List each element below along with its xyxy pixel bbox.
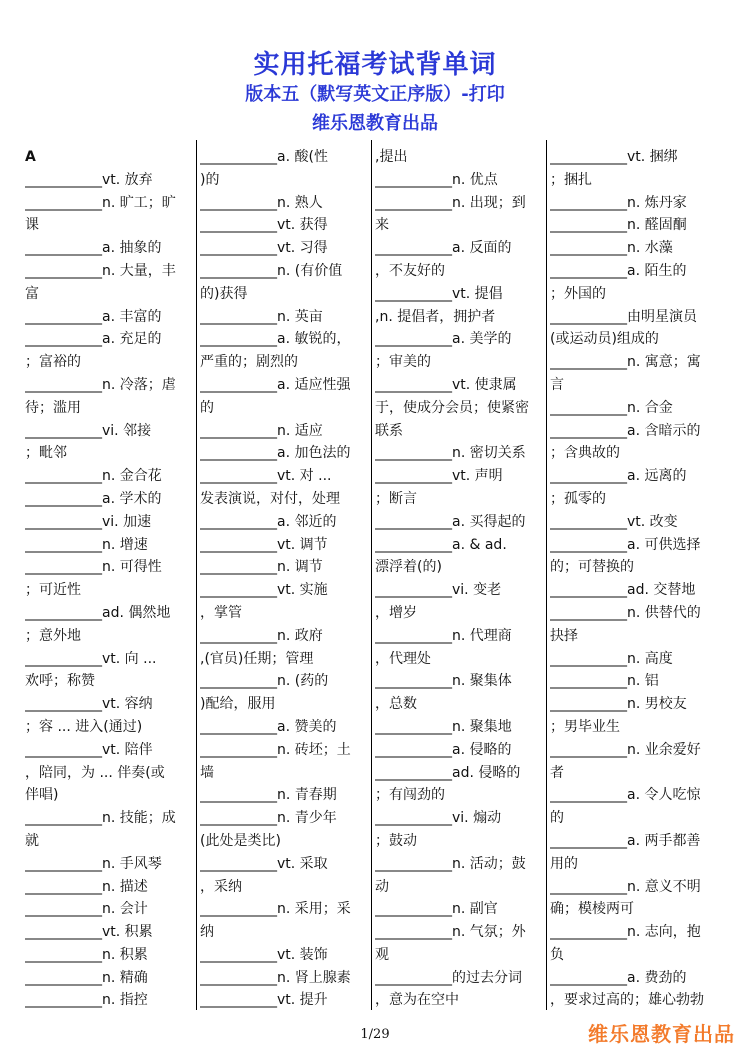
vocab-line: ___________n. 青少年 — [200, 810, 337, 827]
vocab-line: ___________n. 英亩 — [200, 308, 323, 325]
vocab-line: ；意外地 — [25, 627, 81, 644]
vocab-line: ___________n. 代理商 — [375, 627, 512, 644]
vocab-line: 的)获得 — [200, 285, 248, 302]
vocab-line: (此处是类比) — [200, 832, 281, 849]
vocab-line: ；外国的 — [550, 285, 606, 302]
vocab-line: )的 — [200, 171, 220, 188]
vocab-line: 富 — [25, 285, 39, 302]
vocab-line: ___________n. 适应 — [200, 422, 323, 439]
vocab-line: ；有闯劲的 — [375, 787, 445, 804]
vocab-line: ___________n. 水藻 — [550, 240, 673, 257]
vocab-line: ___________n. 旷工；旷 — [25, 194, 176, 211]
vocab-line: ___________vt. 积累 — [25, 924, 153, 941]
vocab-line: ，陪同，为 ... 伴奏(或 — [25, 764, 165, 781]
vocab-line: ___________n. 指控 — [25, 992, 148, 1009]
vocab-line: ___________n. 副官 — [375, 901, 498, 918]
vocab-line: ___________a. 可供选择 — [550, 536, 701, 553]
vocab-line: ___________n. 活动；鼓 — [375, 855, 526, 872]
vocab-line: ；审美的 — [375, 354, 431, 371]
vocab-line: ___________n. 醛固酮 — [550, 217, 687, 234]
vocab-line: ___________a. 赞美的 — [200, 718, 337, 735]
vocab-line: ___________vt. 向 ... — [25, 650, 157, 667]
vocab-line: ___________a. 美学的 — [375, 331, 512, 348]
vocab-line: ___________n. 青春期 — [200, 787, 337, 804]
vocab-line: ___________a. 买得起的 — [375, 513, 526, 530]
vocab-line: 漂浮着(的) — [375, 559, 442, 576]
vocab-line: ,提出 — [375, 149, 408, 165]
vocab-line: 伴唱) — [25, 787, 59, 804]
vocab-line: ；孤零的 — [550, 490, 606, 507]
vocab-line: 抉择 — [550, 627, 578, 644]
vocab-line: ___________n. 密切关系 — [375, 445, 526, 462]
publisher-line: 维乐恩教育出品 — [312, 113, 438, 134]
vocab-line: ___________n. 技能；成 — [25, 810, 176, 827]
vocab-line: ___________n. 寓意；寓 — [550, 354, 701, 371]
vocab-line: ；含典故的 — [550, 445, 620, 462]
vocab-line: ___________n. 合金 — [550, 399, 673, 416]
vocab-line: ___________的过去分词 — [375, 969, 522, 986]
vocab-line: 欢呼；称赞 — [25, 673, 95, 690]
vocab-line: ，增岁 — [375, 604, 417, 621]
vocab-line: ___________a. 敏锐的， — [200, 331, 351, 348]
vocab-line: ___________n. 炼丹家 — [550, 194, 687, 211]
vocab-line: 纳 — [200, 924, 214, 941]
vocab-line: 观 — [375, 946, 389, 963]
vocab-line: ___________vi. 变老 — [375, 582, 502, 599]
vocab-line: ___________vt. 装饰 — [200, 946, 328, 963]
vocab-line: ___________n. 意义不明 — [550, 878, 701, 895]
vocab-line: ___________vt. 提倡 — [375, 285, 503, 302]
vocab-line: ___________vt. 获得 — [200, 217, 328, 234]
vocab-line: ___________n. 砖坯；土 — [200, 741, 351, 758]
vocab-line: ，总数 — [375, 696, 417, 713]
vocab-line: ___________n. 业余爱好 — [550, 741, 701, 758]
vocab-line: ___________n. 采用；采 — [200, 901, 351, 918]
vocab-line: 待；滥用 — [25, 399, 81, 416]
vocab-line: ___________n. 金合花 — [25, 468, 162, 485]
vocab-line: 联系 — [375, 422, 403, 439]
vocab-line: ___________vt. 改变 — [550, 513, 678, 530]
vocab-line: ___________n. 聚集体 — [375, 673, 512, 690]
vocab-line: ；富裕的 — [25, 354, 81, 371]
vocab-line: 就 — [25, 832, 39, 849]
vocab-line: ___________n. 熟人 — [200, 194, 323, 211]
vocab-line: ；断言 — [375, 490, 417, 507]
vocab-line: ；捆扎 — [550, 171, 592, 188]
vocab-line: ___________a. 陌生的 — [550, 262, 687, 279]
page-subtitle: 版本五（默写英文正序版）-打印 — [245, 84, 505, 105]
vocab-line: ___________vt. 容纳 — [25, 696, 153, 713]
vocab-line: ；容 ... 进入(通过) — [25, 718, 143, 735]
vocab-line: 的 — [200, 399, 214, 416]
vocab-line: 发表演说，对付，处理 — [200, 490, 340, 507]
page-number: 1/29 — [360, 1027, 390, 1042]
vocab-line: ___________a. 远离的 — [550, 468, 687, 485]
vocab-line: ___________n. 肾上腺素 — [200, 969, 351, 986]
vocab-line: ___________n. 会计 — [25, 901, 148, 918]
vocab-line: ___________a. 加色法的 — [200, 445, 351, 462]
vocab-line: ___________n. (药的 — [200, 673, 329, 690]
vocab-line: ___________n. 描述 — [25, 878, 148, 895]
vocab-line: ___________n. (有价值 — [200, 262, 343, 279]
vocab-line: ___________vt. 习得 — [200, 240, 328, 257]
vocab-line: ___________ad. 侵略的 — [375, 764, 521, 781]
watermark-logo: 维乐恩教育出品 — [588, 1022, 735, 1046]
vocab-line: ___________a. 含暗示的 — [550, 422, 701, 439]
vocab-line: ___________n. 增速 — [25, 536, 148, 553]
vocab-line: ___________n. 气氛；外 — [375, 924, 526, 941]
vocab-line: ，代理处 — [375, 650, 431, 667]
vocab-line: ___________n. 供替代的 — [550, 604, 701, 621]
vocab-line: ___________n. 可得性 — [25, 559, 162, 576]
vocab-line: 的；可替换的 — [550, 559, 634, 576]
vocab-line: ___________n. 志向，抱 — [550, 924, 701, 941]
word-column-4 — [550, 146, 722, 1012]
vocab-line: ___________a. 学术的 — [25, 490, 162, 507]
vocab-line: ___________ad. 偶然地 — [25, 604, 171, 621]
vocab-line: 课 — [25, 217, 39, 234]
vocab-line: ___________vi. 加速 — [25, 513, 152, 530]
vocab-line: 者 — [550, 764, 564, 781]
vocab-line: ___________n. 精确 — [25, 969, 148, 986]
vocab-line: ___________n. 调节 — [200, 559, 323, 576]
vocab-line: ___________vt. 捆绑 — [550, 149, 678, 165]
vocab-line: ，要求过高的；雄心勃勃 — [550, 992, 704, 1009]
vocab-line: ___________a. 反面的 — [375, 240, 512, 257]
vocab-line: ；可近性 — [25, 582, 81, 599]
word-column-3 — [375, 146, 547, 1012]
vocab-line: ___________由明星演员 — [550, 308, 697, 325]
vocab-line: ___________a. 充足的 — [25, 331, 162, 348]
vocab-line: 来 — [375, 217, 389, 234]
vocab-line: ___________vt. 调节 — [200, 536, 328, 553]
vocab-line: ，不友好的 — [375, 262, 445, 279]
vocab-line: ___________vt. 陪伴 — [25, 741, 153, 758]
vocab-line: ___________n. 积累 — [25, 946, 148, 963]
vocab-line: ___________a. 令人吃惊 — [550, 787, 701, 804]
vocab-line: ___________n. 手风琴 — [25, 855, 162, 872]
vocab-line: (或运动员)组成的 — [550, 331, 659, 348]
vocab-line: )配给，服用 — [200, 696, 276, 713]
vocab-line: ___________vt. 对 ... — [200, 468, 332, 485]
vocab-line: ___________n. 高度 — [550, 650, 673, 667]
vocab-line: ___________vi. 邻接 — [25, 422, 152, 439]
vocab-line: ___________n. 政府 — [200, 627, 323, 644]
vocab-line: ___________a. 费劲的 — [550, 969, 687, 986]
vocab-line: 的 — [550, 810, 564, 827]
vocab-line: 用的 — [550, 855, 578, 872]
vocab-line: ,n. 提倡者，拥护者 — [375, 308, 496, 325]
vocab-line: 严重的；剧烈的 — [200, 354, 298, 371]
vocab-line: ，意为在空中 — [375, 992, 459, 1009]
vocab-line: 确；模棱两可 — [550, 901, 634, 918]
vocab-line: ___________ad. 交替地 — [550, 582, 696, 599]
page-title: 实用托福考试背单词 — [253, 50, 497, 80]
vocab-line: ；鼓动 — [375, 832, 417, 849]
vocab-line: ___________vt. 声明 — [375, 468, 503, 485]
vocab-line: 言 — [550, 376, 564, 393]
vocab-line: ___________a. 两手都善 — [550, 832, 701, 849]
word-column-1 — [25, 146, 197, 1012]
vocab-line: ；毗邻 — [25, 445, 67, 462]
vocab-line: A — [25, 149, 36, 165]
vocab-line: ___________vt. 采取 — [200, 855, 328, 872]
vocab-line: ___________vt. 实施 — [200, 582, 328, 599]
vocab-line: ___________n. 大量，丰 — [25, 262, 176, 279]
vocab-line: ___________vt. 放弃 — [25, 171, 153, 188]
vocab-line: ，掌管 — [200, 604, 242, 621]
vocab-line: 墙 — [200, 764, 214, 781]
vocab-line: ；男毕业生 — [550, 718, 620, 735]
vocab-line: ,(官员)任期；管理 — [200, 650, 314, 667]
vocab-line: ___________a. 抽象的 — [25, 240, 162, 257]
word-column-2 — [200, 146, 372, 1012]
vocab-line: ___________vt. 使隶属 — [375, 376, 517, 393]
vocab-line: ___________n. 聚集地 — [375, 718, 512, 735]
vocab-line: 负 — [550, 946, 564, 963]
vocab-line: 动 — [375, 878, 389, 895]
vocab-line: ___________n. 出现；到 — [375, 194, 526, 211]
vocab-line: ___________a. 适应性强 — [200, 376, 351, 393]
vocab-line: ___________n. 优点 — [375, 171, 498, 188]
vocab-line: ，采纳 — [200, 878, 242, 895]
vocab-line: ___________n. 铝 — [550, 673, 659, 690]
vocab-line: ___________a. & ad. — [375, 536, 507, 553]
vocab-line: ___________vt. 提升 — [200, 992, 328, 1009]
vocab-line: ___________n. 男校友 — [550, 696, 687, 713]
vocab-line: ___________n. 冷落；虐 — [25, 376, 176, 393]
vocab-line: ___________a. 酸(性 — [200, 149, 328, 165]
vocab-line: ___________vi. 煽动 — [375, 810, 502, 827]
vocab-line: ___________a. 侵略的 — [375, 741, 512, 758]
vocab-line: ___________a. 丰富的 — [25, 308, 162, 325]
vocab-line: 于，使成分会员；使紧密 — [375, 399, 529, 416]
vocab-line: ___________a. 邻近的 — [200, 513, 337, 530]
